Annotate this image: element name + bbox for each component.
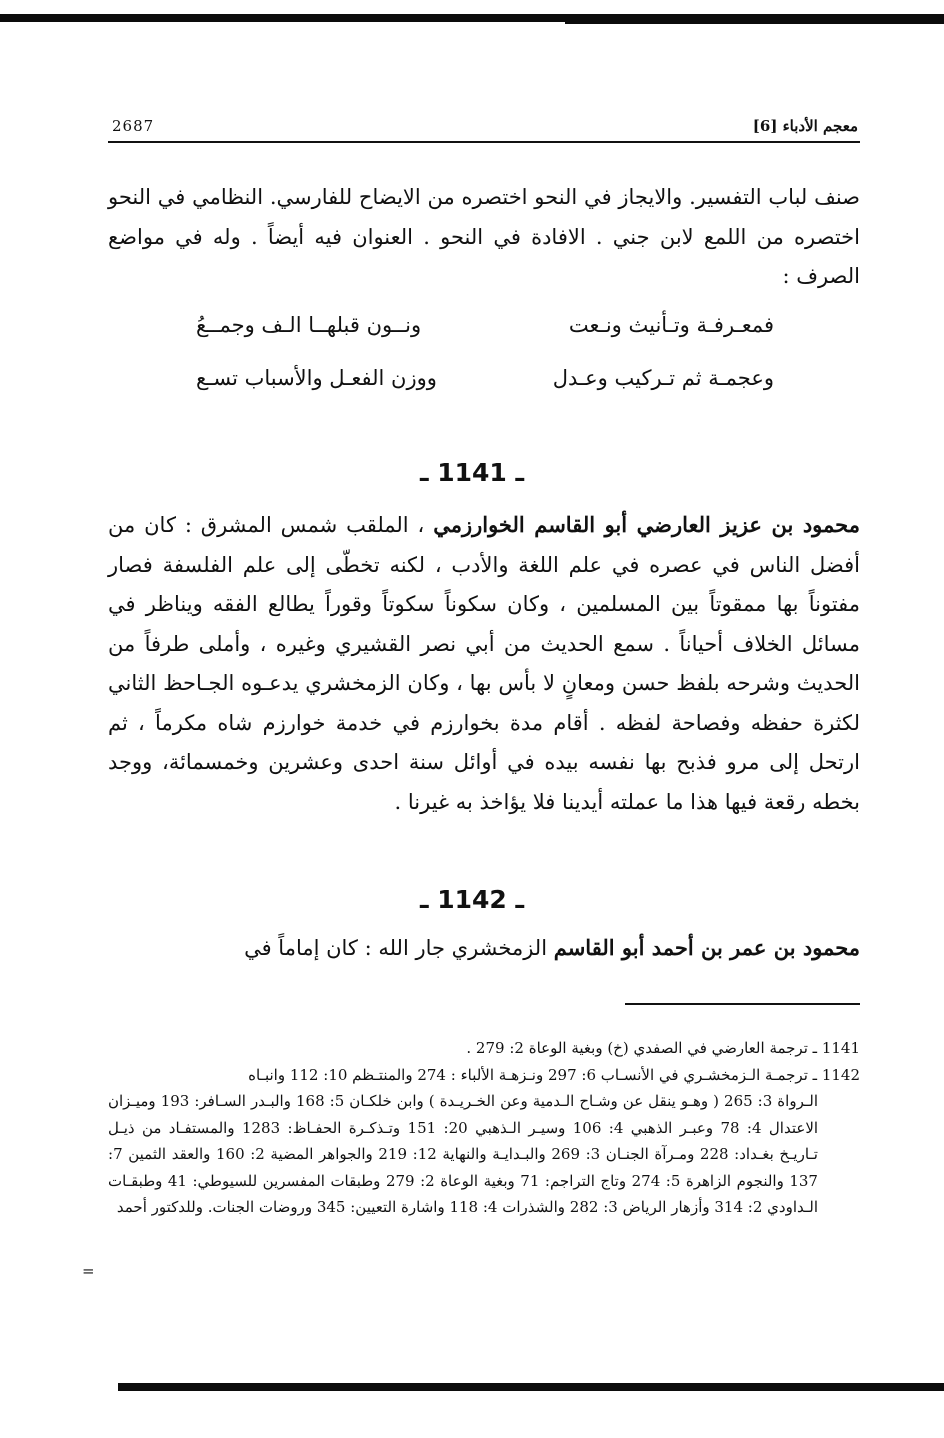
entry-1141-name: محمود بن عزيز العارضي أبو القاسم الخوارزمي [433, 512, 860, 537]
entry-number: ـ 1141 ـ [419, 458, 525, 487]
verse-line [196, 313, 774, 349]
footnote-1141: 1141 ـ ترجمة العارضي في الصفدي (خ) وبغية الوعاة 2: 279 . [466, 1039, 860, 1057]
page-number: 2687 [112, 117, 155, 135]
verse-first-hemistich: وعجمـة ثم تـركيب وعـدل [552, 366, 774, 390]
entry-1142-name: محمود بن عمر بن أحمد أبو القاسم [553, 935, 860, 960]
verse-second-hemistich: ونــون قبلهــا الـف وجمــعُ [196, 313, 422, 337]
scan-edge-bottom [118, 1383, 944, 1391]
header-rule [108, 141, 860, 143]
footnotes [108, 1035, 860, 1221]
intro-paragraph: صنف لباب التفسير. والايجاز في النحو اختصره من الايضاح للفارسي. النظامي في النحو اختصره من اللمع لابن جني . الافادة في النحو . العنوان فيه أيضاً . وله في مواضع الصرف : [108, 185, 860, 288]
verse-first-hemistich: فمعـرفـة وتـأنيث ونـعت [568, 313, 774, 337]
entry-1141-body: ، الملقب شمس المشرق : كان من أفضل الناس في عصره في علم اللغة والأدب ، لكنه تخطّى إلى علم الفلسفة فصار مفتوناً بها ممقوتاً بين المسلمين ، وكان سكوناً سكوتاً وقوراً يطالع الفقه ويناظر في مسائل الخلاف أحياناً . سمع الحديث من أبي نصر القشيري وغيره ، وأملى طرفاً من الحديث وشرحه بلفظ حسن ومعانٍ لا بأس بها ، وكان الزمخشري يدعـوه الجـاحظ الثاني لكثرة حفظه وفصاحة لفظه . أقام مدة بخوارزم في خدمة خوارزم شاه مكرماً ، ثم ارتحل إلى مرو فذبح بها نفسه بيده في أوائل سنة احدى وعشرين وخمسمائة، ووجد بخطه رقعة فيها هذا ما عملته أيدينا فلا يؤاخذ به غيرنا . [108, 513, 860, 814]
scan-edge-top-right [565, 18, 944, 24]
running-title: معجم الأدباء [6] [752, 117, 858, 135]
footnote-1142: 1142 ـ ترجمـة الـزمخشـري في الأنسـاب 6: 297 ونـزهـة الألباء : 274 والمنتـظم 10: 112 وانبـاه [248, 1065, 860, 1084]
entry-1142-text [108, 928, 860, 969]
entry-1142-body: الزمخشري جار الله : كان إماماً في [244, 936, 548, 960]
continuation-mark: = [82, 1262, 95, 1280]
verse-line [196, 366, 774, 402]
entry-number: ـ 1142 ـ [419, 885, 525, 914]
footnote-rule [625, 1003, 860, 1005]
entry-1141-text [108, 505, 860, 822]
verse-second-hemistich: ووزن الفعـل والأسباب تسـع [196, 366, 437, 390]
footnote-1142-continued: الـرواة 3: 265 ( وهـو ينقل عن وشـاح الـدمية وعن الخـريـدة ) وابن خلكـان 5: 168 والبـدر السـافر: 193 وميـزان الاعتدال 4: 78 وعبـر الذهبي 4: 106 وسيـر الـذهبي 20: 151 وتـذكـرة الحفـاظ: 1283 والمستفـاد من ذيـل تـاريـخ بغـداد: 228 ومـرآة الجنـان 3: 269 والبـدايـة والنهاية 12: 219 والجواهر المضية 2: 160 والعقد الثمين 7: 137 والنجوم الزاهرة 5: 274 وتاج التراجم: 71 وبغية الوعاة 2: 279 وطبقات المفسرين للسيوطي: 41 وطبقـات الـداودي 2: 314 وأزهار الرياض 3: 282 والشذرات 4: 118 واشارة التعيين: 345 وروضات الجنات. وللدكتور أحمد [108, 1092, 819, 1216]
